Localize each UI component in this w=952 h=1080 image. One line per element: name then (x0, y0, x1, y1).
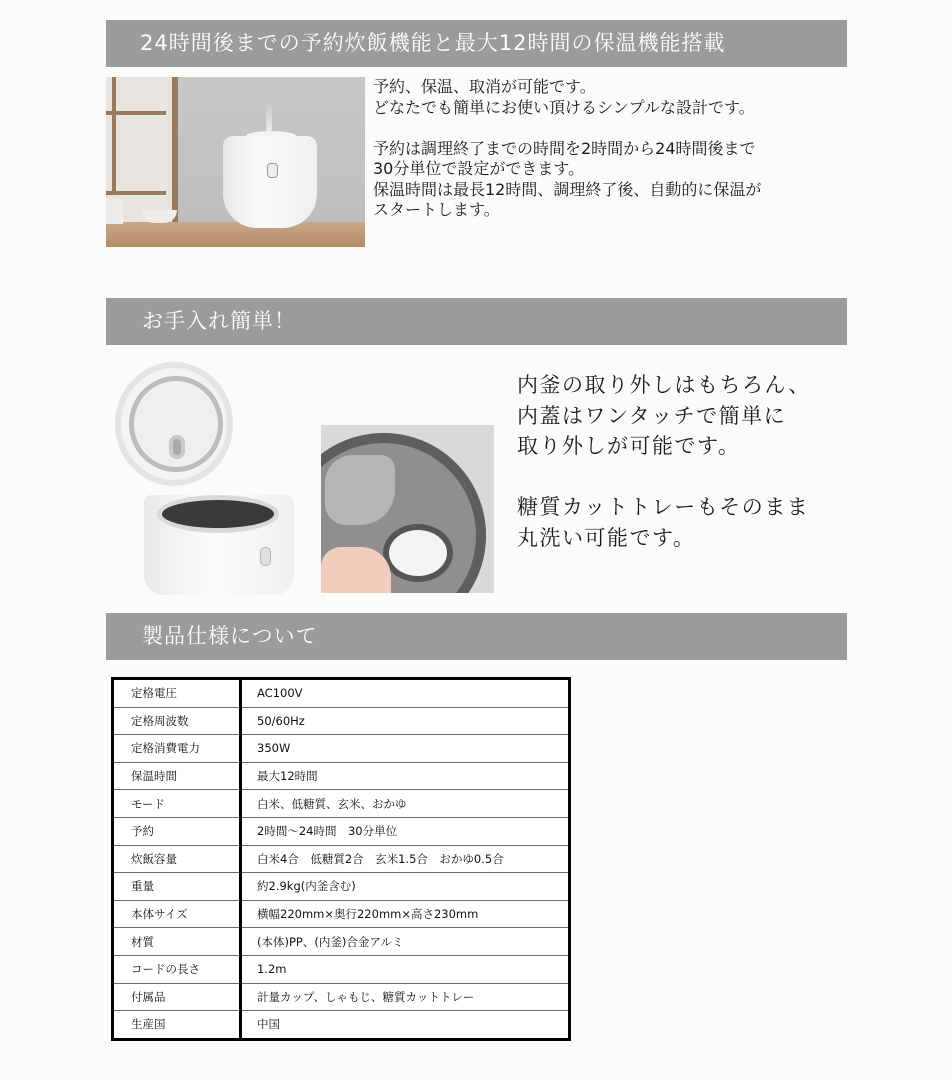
hand (321, 547, 391, 593)
cleaning-description (517, 370, 811, 553)
spec-value: 白米、低糖質、玄米、おかゆ (241, 790, 570, 818)
table-row (113, 955, 570, 983)
window-mullion (106, 191, 166, 195)
spec-label: 定格周波数 (113, 707, 241, 735)
water-splash (325, 455, 395, 525)
window-mullion (112, 77, 116, 195)
spec-label: 重量 (113, 873, 241, 901)
spec-value: 白米4合 低糖質2合 玄米1.5合 おかゆ0.5合 (241, 845, 570, 873)
spec-value: (本体)PP、(内釜)合金アルミ (241, 928, 570, 956)
desc-line: 保温時間は最長12時間、調理終了後、自動的に保温が (373, 179, 762, 199)
table-row (113, 928, 570, 956)
section-heading-reservation-keepwarm: 24時間後までの予約炊飯機能と最大12時間の保温機能搭載 (106, 20, 847, 67)
desc-line: 糖質カットトレーもそのまま (517, 495, 810, 519)
spec-table (111, 677, 571, 1041)
spec-value: 1.2m (241, 955, 570, 983)
reservation-description (373, 77, 761, 221)
window-mullion (106, 111, 166, 115)
spec-label: 定格消費電力 (113, 735, 241, 763)
spec-value: 中国 (241, 1011, 570, 1040)
table-row (113, 790, 570, 818)
spec-label: 本体サイズ (113, 900, 241, 928)
table-row (113, 845, 570, 873)
spec-value: 最大12時間 (241, 762, 570, 790)
valve-hole (389, 530, 447, 576)
desc-line: 丸洗い可能です。 (517, 525, 696, 550)
cooker-button (260, 547, 271, 566)
spec-value: 50/60Hz (241, 707, 570, 735)
rice-cooker-body (223, 136, 317, 228)
desc-line: 予約は調理終了までの時間を2時間から24時間後まで (373, 138, 756, 158)
spec-value: 350W (241, 735, 570, 763)
spec-label: 炊飯容量 (113, 845, 241, 873)
desc-line: 内釜の取り外しはもちろん、 (517, 373, 811, 397)
cooker-button (267, 163, 278, 178)
table-row (113, 817, 570, 845)
table-row (113, 735, 570, 763)
spec-value: 約2.9kg(内釜含む) (241, 873, 570, 901)
table-row (113, 707, 570, 735)
steam-valve (169, 435, 185, 459)
cup (106, 199, 123, 224)
spec-value: 計量カップ、しゃもじ、糖質カットトレー (241, 983, 570, 1011)
inner-pot (162, 500, 274, 528)
desc-line: 30分単位で設定ができます。 (373, 159, 585, 178)
spec-label: 保温時間 (113, 762, 241, 790)
rice-cooker-on-table-image (106, 77, 365, 247)
table-row (113, 762, 570, 790)
desc-line: どなたでも簡単にお使い頂けるシンプルな設計です。 (373, 97, 755, 117)
steam (266, 102, 272, 132)
section-heading-product-specs: 製品仕様について (106, 613, 847, 660)
paragraph-gap (373, 118, 761, 139)
table-row (113, 900, 570, 928)
spec-label: 材質 (113, 928, 241, 956)
spec-value: AC100V (257, 686, 303, 701)
wooden-table (106, 222, 365, 247)
section-heading-easy-cleaning: お手入れ簡単！ (106, 298, 847, 345)
spec-value: 横幅220mm×奥行220mm×高さ230mm (241, 900, 570, 928)
table-row (113, 873, 570, 901)
opened-rice-cooker-image (112, 357, 302, 595)
table-row (113, 679, 570, 708)
spec-label: 付属品 (113, 983, 241, 1011)
desc-line: 予約、保温、取消が可能です。 (373, 77, 596, 96)
table-row (113, 1011, 570, 1040)
spec-label: モード (113, 790, 241, 818)
spec-label: 予約 (113, 817, 241, 845)
desc-line: 取り外しが可能です。 (517, 434, 741, 458)
spec-label: 定格電圧 (113, 679, 241, 708)
spec-value: 2時間～24時間 30分単位 (241, 817, 570, 845)
spec-label: コードの長さ (113, 955, 241, 983)
paragraph-gap (517, 462, 811, 493)
spec-label: 生産国 (113, 1011, 241, 1040)
desc-line: スタートします。 (373, 200, 500, 219)
washing-inner-lid-image (321, 425, 494, 593)
desc-line: 内蓋はワンタッチで簡単に (517, 403, 787, 428)
table-row (113, 983, 570, 1011)
